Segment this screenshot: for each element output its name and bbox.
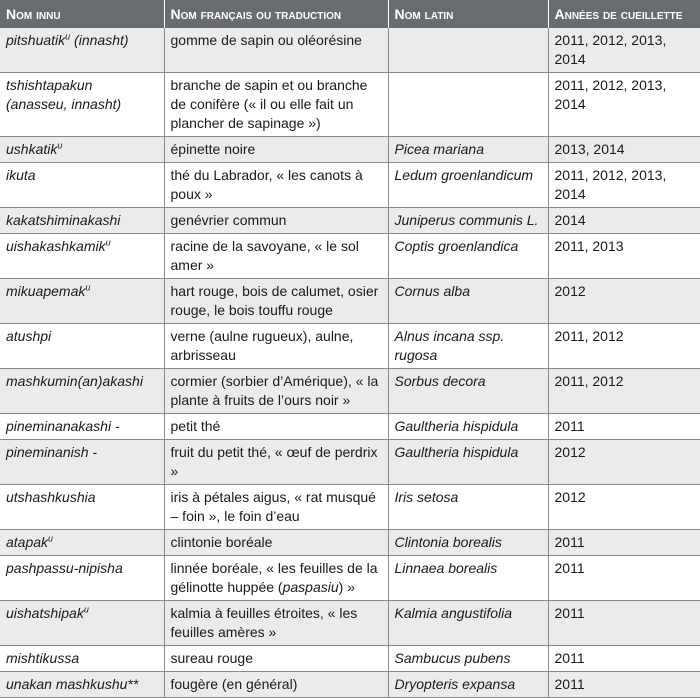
- cell-innu: uishatshipak$^u$: [0, 601, 164, 646]
- table-row: [0, 485, 700, 530]
- cell-latin: Ledum groenlandicum: [388, 163, 548, 208]
- table-row: [0, 556, 700, 601]
- cell-francais: fruit du petit thé, « œuf de perdrix »: [164, 440, 388, 485]
- cell-latin: Coptis groenlandica: [388, 234, 548, 279]
- table-row: [0, 440, 700, 485]
- cell-latin: Cornus alba: [388, 279, 548, 324]
- cell-innu: utshashkushia: [0, 485, 164, 530]
- cell-latin: Kalmia angustifolia: [388, 601, 548, 646]
- cell-latin: Picea mariana: [388, 137, 548, 163]
- table-row: [0, 530, 700, 556]
- cell-francais: gomme de sapin ou oléorésine: [164, 28, 388, 73]
- table-row: [0, 208, 700, 234]
- cell-innu: atushpi: [0, 324, 164, 369]
- cell-francais: kalmia à feuilles étroites, « les feuilles amères »: [164, 601, 388, 646]
- cell-francais: branche de sapin et ou branche de conifère (« il ou elle fait un plancher de sapinage »): [164, 73, 388, 137]
- cell-innu: ikuta: [0, 163, 164, 208]
- cell-francais: sureau rouge: [164, 646, 388, 672]
- cell-innu: pitshuatik$^u$ (innasht): [0, 28, 164, 73]
- cell-annees: 2011: [548, 556, 700, 601]
- cell-annees: 2011: [548, 646, 700, 672]
- cell-annees: 2011: [548, 672, 700, 698]
- header-annees: Années de cueillette: [548, 0, 700, 28]
- table-row: [0, 279, 700, 324]
- table-row: [0, 646, 700, 672]
- cell-francais: fougère (en général): [164, 672, 388, 698]
- cell-annees: 2011, 2012, 2013, 2014: [548, 163, 700, 208]
- cell-innu: mishtikussa: [0, 646, 164, 672]
- cell-francais: thé du Labrador, « les canots à poux »: [164, 163, 388, 208]
- cell-annees: 2011: [548, 601, 700, 646]
- cell-latin: Gaultheria hispidula: [388, 414, 548, 440]
- cell-latin: Clintonia borealis: [388, 530, 548, 556]
- cell-latin: Gaultheria hispidula: [388, 440, 548, 485]
- cell-annees: 2012: [548, 485, 700, 530]
- cell-francais: iris à pétales aigus, « rat musqué – foin », le foin d’eau: [164, 485, 388, 530]
- table-row: [0, 163, 700, 208]
- table-row: [0, 73, 700, 137]
- cell-innu: mikuapemak$^u$: [0, 279, 164, 324]
- cell-innu: unakan mashkushu**: [0, 672, 164, 698]
- cell-annees: 2013, 2014: [548, 137, 700, 163]
- cell-annees: 2012: [548, 440, 700, 485]
- cell-innu: tshishtapakun (anasseu, innasht): [0, 73, 164, 137]
- header-francais: Nom français ou traduction: [164, 0, 388, 28]
- header-innu: Nom innu: [0, 0, 164, 28]
- cell-francais: clintonie boréale: [164, 530, 388, 556]
- cell-annees: 2011, 2013: [548, 234, 700, 279]
- cell-innu: ushkatik$^u$: [0, 137, 164, 163]
- cell-annees: 2011: [548, 414, 700, 440]
- cell-annees: 2011, 2012, 2013, 2014: [548, 73, 700, 137]
- table-row: [0, 369, 700, 414]
- table-row: [0, 601, 700, 646]
- cell-francais: petit thé: [164, 414, 388, 440]
- cell-innu: pineminanish -: [0, 440, 164, 485]
- table-row: [0, 414, 700, 440]
- cell-latin: [388, 73, 548, 137]
- table-row: [0, 234, 700, 279]
- cell-annees: 2012: [548, 279, 700, 324]
- cell-innu: pashpassu-nipisha: [0, 556, 164, 601]
- cell-innu: pineminanakashi -: [0, 414, 164, 440]
- cell-latin: Dryopteris expansa: [388, 672, 548, 698]
- cell-latin: Iris setosa: [388, 485, 548, 530]
- cell-francais: épinette noire: [164, 137, 388, 163]
- cell-francais: cormier (sorbier d’Amérique), « la plante à fruits de l’ours noir »: [164, 369, 388, 414]
- cell-francais: genévrier commun: [164, 208, 388, 234]
- cell-annees: 2014: [548, 208, 700, 234]
- cell-francais: linnée boréale, « les feuilles de la gélinotte huppée (paspasiu) »: [164, 556, 388, 601]
- cell-latin: Juniperus communis L.: [388, 208, 548, 234]
- table-row: [0, 672, 700, 698]
- table-row: [0, 324, 700, 369]
- cell-annees: 2011, 2012: [548, 324, 700, 369]
- table-row: [0, 137, 700, 163]
- cell-latin: Linnaea borealis: [388, 556, 548, 601]
- cell-innu: uishakashkamik$^u$: [0, 234, 164, 279]
- cell-francais: racine de la savoyane, « le sol amer »: [164, 234, 388, 279]
- cell-latin: Alnus incana ssp. rugosa: [388, 324, 548, 369]
- cell-innu: atapak$^u$: [0, 530, 164, 556]
- cell-latin: Sorbus decora: [388, 369, 548, 414]
- cell-annees: 2011: [548, 530, 700, 556]
- cell-latin: Sambucus pubens: [388, 646, 548, 672]
- cell-annees: 2011, 2012: [548, 369, 700, 414]
- cell-francais: verne (aulne rugueux), aulne, arbrisseau: [164, 324, 388, 369]
- cell-innu: kakatshiminakashi: [0, 208, 164, 234]
- table-header-row: [0, 0, 700, 28]
- cell-innu: mashkumin(an)akashi: [0, 369, 164, 414]
- cell-francais: hart rouge, bois de calumet, osier rouge, le bois touffu rouge: [164, 279, 388, 324]
- table-row: [0, 28, 700, 73]
- cell-latin: [388, 28, 548, 73]
- cell-annees: 2011, 2012, 2013, 2014: [548, 28, 700, 73]
- header-latin: Nom latin: [388, 0, 548, 28]
